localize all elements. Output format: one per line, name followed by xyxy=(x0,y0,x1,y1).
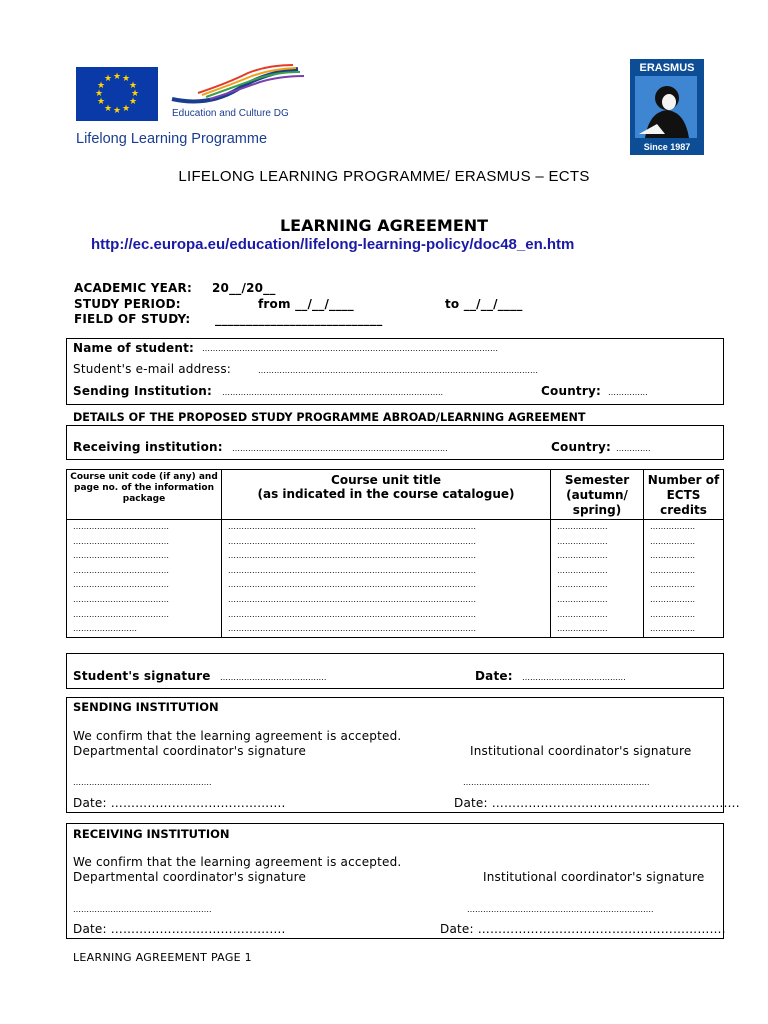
receiving-inst-coordinator-label: Institutional coordinator's signature xyxy=(483,870,705,884)
sending-institution-label: Sending Institution: xyxy=(73,384,213,398)
header-course-title-line2: (as indicated in the course catalogue) xyxy=(257,487,515,501)
course-code-cell[interactable]: ……………………………… xyxy=(73,551,169,561)
student-signature-label: Student's signature xyxy=(73,669,211,683)
ects-credits-cell[interactable]: …………….. xyxy=(650,609,696,619)
student-email-label: Student's e-mail address: xyxy=(73,362,232,376)
ects-credits-cell[interactable]: …………….. xyxy=(650,580,696,590)
lifelong-learning-label: Lifelong Learning Programme xyxy=(76,131,268,147)
student-signature-field[interactable]: ……………………………….… xyxy=(220,673,327,682)
header-course-code: Course unit code (if any) and page no. of the information package xyxy=(67,470,222,520)
course-code-cell[interactable]: ……………………………… xyxy=(73,609,169,619)
sending-date-right[interactable]: Date: ……………………………………………………. xyxy=(454,796,740,810)
sending-inst-coordinator-label: Institutional coordinator's signature xyxy=(470,744,692,758)
semester-cell[interactable]: ………………. xyxy=(557,522,608,531)
student-date-field[interactable]: ………………………………... xyxy=(522,673,626,682)
semester-cell[interactable]: ………………. xyxy=(557,565,608,575)
student-date-label: Date: xyxy=(475,669,513,683)
field-of-study-value: ___________________________ xyxy=(215,312,383,326)
ects-credits-cell[interactable]: …………….. xyxy=(650,594,696,604)
course-title-cell[interactable]: ………………………………………………………………………………… xyxy=(228,536,476,546)
semester-cell[interactable]: ………………. xyxy=(557,551,608,561)
course-title-cell[interactable]: ………………………………………………………………………………… xyxy=(228,551,476,561)
sending-country-label: Country: xyxy=(541,384,602,398)
details-heading: DETAILS OF THE PROPOSED STUDY PROGRAMME ABROAD/LEARNING AGREEMENT xyxy=(73,411,586,424)
erasmus-logo-title: ERASMUS xyxy=(639,62,695,74)
course-code-cell[interactable]: …………………… xyxy=(73,624,137,634)
student-name-label: Name of student: xyxy=(73,341,195,355)
study-period-to: to __/__/____ xyxy=(445,297,523,311)
erasmus-portrait-image xyxy=(635,76,697,138)
study-period-label: STUDY PERIOD: xyxy=(74,297,181,311)
erasmus-logo xyxy=(630,59,704,155)
study-period-from: from __/__/____ xyxy=(258,297,354,311)
course-code-cell[interactable]: ……………………………… xyxy=(73,565,169,575)
receiving-dept-signature-field[interactable]: ……………………………………………. xyxy=(73,905,212,914)
receiving-institution-field[interactable]: ……………………………………………………………………... xyxy=(232,444,448,453)
course-code-column[interactable] xyxy=(67,520,222,638)
sending-dept-coordinator-label: Departmental coordinator's signature xyxy=(73,744,307,758)
semester-column[interactable] xyxy=(551,520,644,638)
receiving-country-field[interactable]: …………. xyxy=(616,444,651,453)
header-course-title-line1: Course unit title xyxy=(331,473,441,487)
ects-credits-cell[interactable]: …………….. xyxy=(650,624,696,634)
policy-link[interactable]: http://ec.europa.eu/education/lifelong-learning-policy/doc48_en.htm xyxy=(91,236,575,253)
student-name-field[interactable]: ………………………………………………………………………………………………… xyxy=(202,344,498,353)
course-title-cell[interactable]: ………………………………………………………………………………… xyxy=(228,565,476,575)
field-of-study-label: FIELD OF STUDY: xyxy=(74,312,191,326)
ects-credits-cell[interactable]: …………….. xyxy=(650,522,696,531)
education-culture-label: Education and Culture DG xyxy=(172,108,289,119)
semester-cell[interactable]: ………………. xyxy=(557,624,608,634)
receiving-section-title: RECEIVING INSTITUTION xyxy=(73,827,230,841)
course-code-cell[interactable]: ……………………………… xyxy=(73,580,169,590)
programme-title: LIFELONG LEARNING PROGRAMME/ ERASMUS – ECTS xyxy=(178,168,590,185)
header-course-title xyxy=(222,470,551,520)
sending-institution-field[interactable]: ……………………………………………………………………….. xyxy=(222,388,444,397)
ects-credits-cell[interactable]: …………….. xyxy=(650,536,696,546)
course-title-cell[interactable]: ………………………………………………………………………………… xyxy=(228,594,476,604)
course-code-cell[interactable]: ……………………………… xyxy=(73,522,169,531)
sending-dept-signature-field[interactable]: ……………………………………………. xyxy=(73,778,212,787)
eu-flag-logo: ★ ★ ★ ★ ★ ★ ★ ★ ★ ★ ★ ★ xyxy=(76,67,158,121)
semester-cell[interactable]: ………………. xyxy=(557,536,608,546)
erasmus-since-label: Since 1987 xyxy=(643,142,691,152)
course-table xyxy=(66,469,724,638)
academic-year-value: 20__/20__ xyxy=(212,281,276,295)
header-semester: Semester (autumn/ spring) xyxy=(551,470,644,520)
course-code-cell[interactable]: ……………………………… xyxy=(73,536,169,546)
semester-cell[interactable]: ………………. xyxy=(557,580,608,590)
receiving-institution-label: Receiving institution: xyxy=(73,440,223,454)
semester-cell[interactable]: ………………. xyxy=(557,594,608,604)
student-email-field[interactable]: …………………………………………………………………………………………… xyxy=(258,366,538,375)
sending-confirm-text: We confirm that the learning agreement is accepted. xyxy=(73,729,402,743)
receiving-date-left[interactable]: Date: ……………………………………. xyxy=(73,922,286,936)
ects-credits-column[interactable] xyxy=(644,520,724,638)
header-ects-credits: Number of ECTS credits xyxy=(644,470,724,520)
receiving-confirm-text: We confirm that the learning agreement is accepted. xyxy=(73,855,402,869)
education-culture-swoosh-logo xyxy=(168,63,308,109)
page-footer: LEARNING AGREEMENT PAGE 1 xyxy=(73,951,252,964)
course-title-cell[interactable]: ………………………………………………………………………………… xyxy=(228,580,476,590)
sending-date-left[interactable]: Date: ……………………………………. xyxy=(73,796,286,810)
course-title-cell[interactable]: ………………………………………………………………………………… xyxy=(228,522,476,531)
receiving-date-right[interactable]: Date: ……………………………………………………. xyxy=(440,922,726,936)
sending-inst-signature-field[interactable]: ……………………………………………………………. xyxy=(463,778,650,787)
course-title-column[interactable] xyxy=(222,520,551,638)
document-title: LEARNING AGREEMENT xyxy=(279,216,489,235)
receiving-inst-signature-field[interactable]: ……………………………………………………………. xyxy=(467,905,654,914)
receiving-country-label: Country: xyxy=(551,440,612,454)
course-title-cell[interactable]: ………………………………………………………………………………… xyxy=(228,624,476,634)
receiving-dept-coordinator-label: Departmental coordinator's signature xyxy=(73,870,307,884)
course-code-cell[interactable]: ……………………………… xyxy=(73,594,169,604)
academic-year-label: ACADEMIC YEAR: xyxy=(74,281,192,295)
course-title-cell[interactable]: ………………………………………………………………………………… xyxy=(228,609,476,619)
ects-credits-cell[interactable]: …………….. xyxy=(650,565,696,575)
ects-credits-cell[interactable]: …………….. xyxy=(650,551,696,561)
sending-section-title: SENDING INSTITUTION xyxy=(73,700,219,714)
sending-country-field[interactable]: …………... xyxy=(608,388,648,397)
semester-cell[interactable]: ………………. xyxy=(557,609,608,619)
